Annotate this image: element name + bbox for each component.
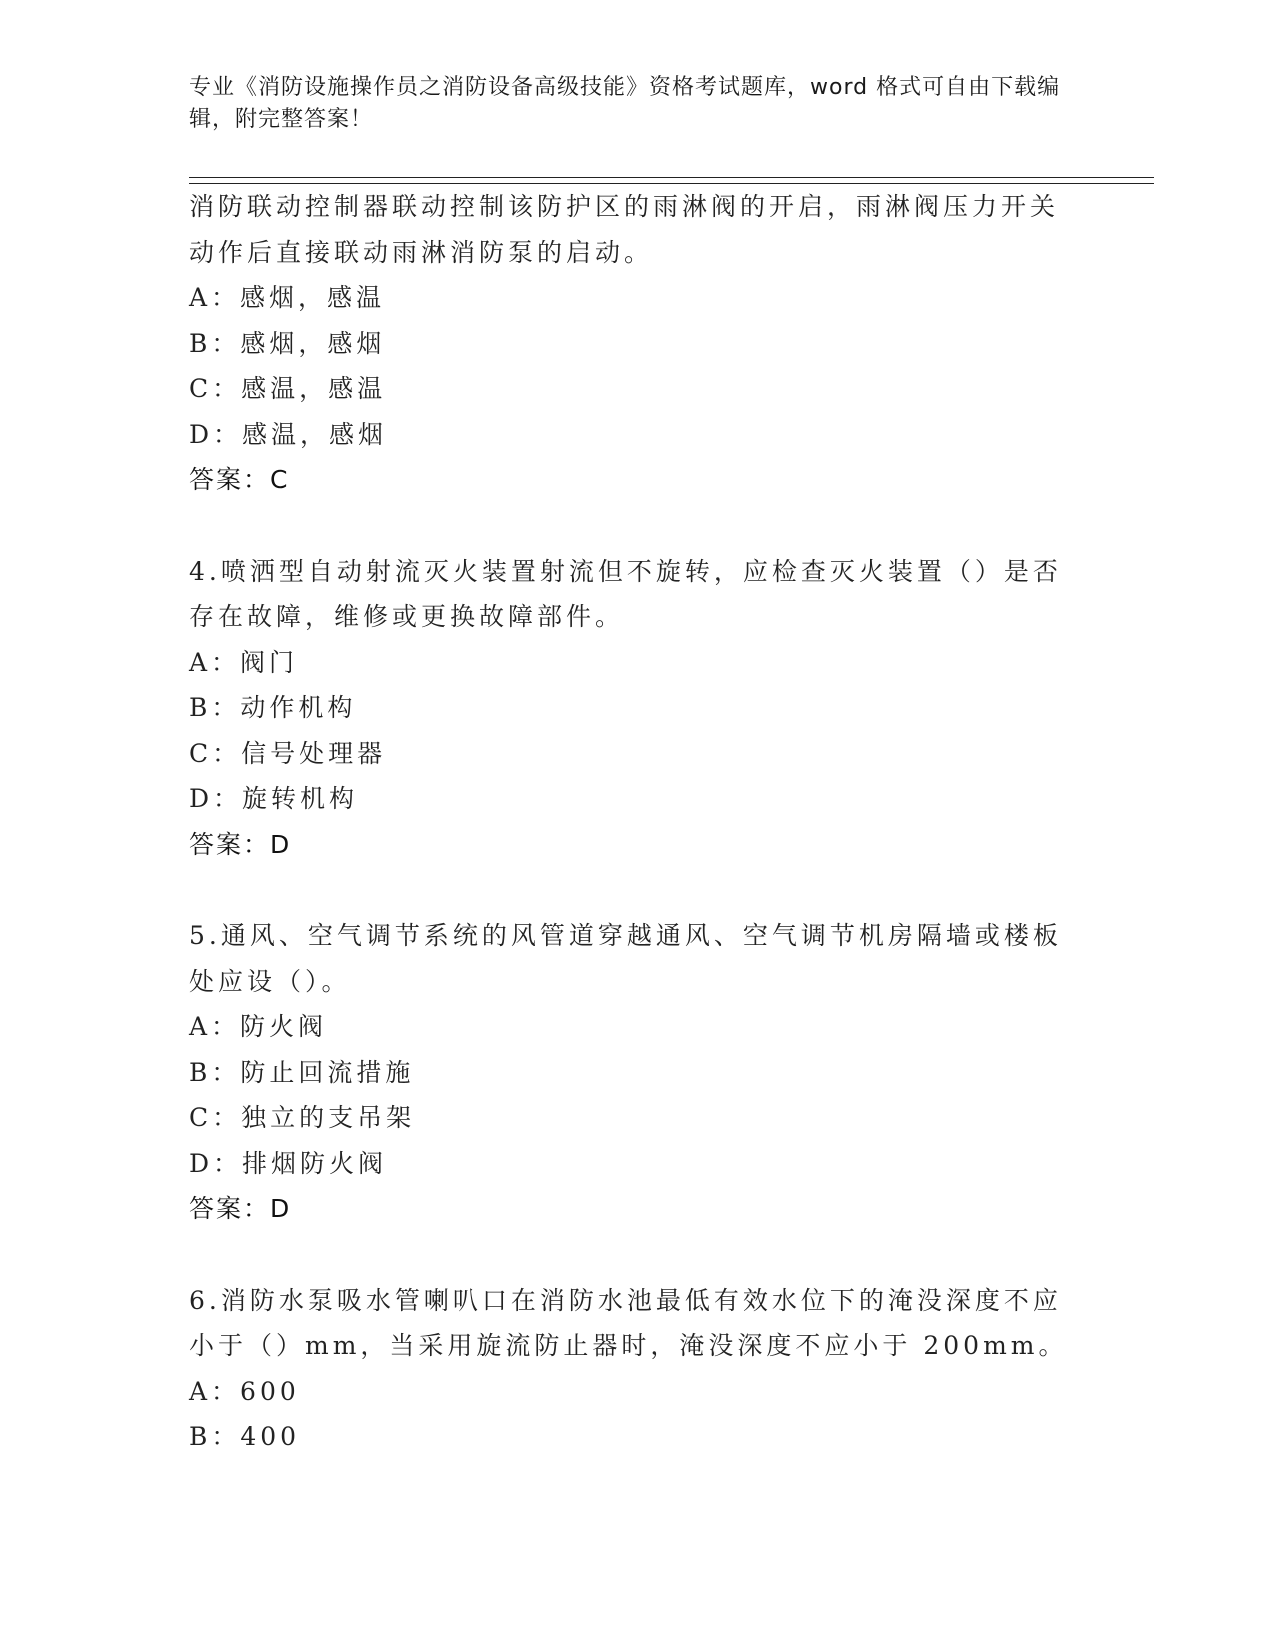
option-d: D：排烟防火阀 [189, 1148, 388, 1178]
option-c: C：感温，感温 [189, 374, 387, 403]
option-a: A：阀门 [189, 647, 299, 677]
document-header [189, 72, 1079, 136]
question-stem: 6.消防水泵吸水管喇叭口在消防水池最低有效水位下的淹没深度不应小于（）mm，当采用旋流防止器时，淹没深度不应小于 200mm。 [189, 1285, 1068, 1360]
answer-line: 答案：D [189, 829, 292, 859]
option-b: B：400 [189, 1422, 301, 1451]
question-stem: 5.通风、空气调节系统的风管道穿越通风、空气调节机房隔墙或楼板处应设（）。 [189, 921, 1062, 996]
question-stem: 4.喷洒型自动射流灭火装置射流但不旋转，应检查灭火装置（）是否存在故障，维修或更换故障部件。 [189, 556, 1062, 631]
question-3 [189, 184, 1069, 503]
question-4 [189, 549, 1069, 868]
question-stem: 消防联动控制器联动控制该防护区的雨淋阀的开启，雨淋阀压力开关动作后直接联动雨淋消防泵的启动。 [189, 192, 1060, 267]
header-text: 专业《消防设施操作员之消防设备高级技能》资格考试题库，word 格式可自由下载编辑，附完整答案！ [189, 75, 1061, 132]
option-a: A：感烟，感温 [189, 283, 386, 312]
option-b: B：动作机构 [189, 693, 357, 722]
question-5 [189, 913, 1069, 1232]
option-c: C：独立的支吊架 [189, 1103, 416, 1132]
header-divider-top [189, 177, 1154, 178]
option-c: C：信号处理器 [189, 738, 387, 768]
option-a: A：防火阀 [189, 1012, 328, 1041]
question-list [189, 184, 1069, 1460]
option-b: B：感烟，感烟 [189, 328, 386, 358]
answer-line: 答案：C [189, 465, 290, 494]
option-b: B：防止回流措施 [189, 1057, 415, 1087]
question-6 [189, 1278, 1069, 1460]
option-d: D：感温，感烟 [189, 419, 388, 449]
option-d: D：旋转机构 [189, 784, 359, 813]
answer-line: 答案：D [189, 1194, 292, 1223]
option-a: A：600 [189, 1376, 300, 1406]
